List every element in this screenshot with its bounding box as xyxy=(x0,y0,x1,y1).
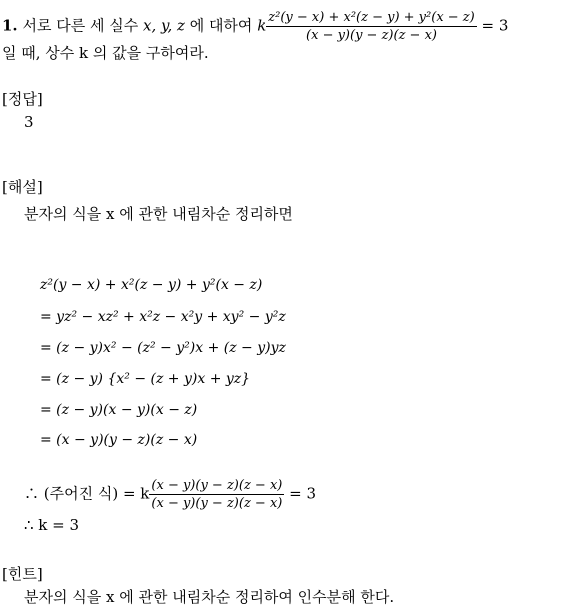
step-line: = (x − y)(y − z)(z − x) xyxy=(40,432,198,448)
hint-text: 분자의 식을 x 에 관한 내림차순 정리하여 인수분해 한다. xyxy=(24,588,395,606)
problem-text-after: 에 대하여 xyxy=(189,16,253,35)
problem-fraction-denominator: (x − y)(y − z)(z − x) xyxy=(306,28,437,43)
hint-heading: [힌트] xyxy=(2,565,43,583)
therefore-fraction-numerator: (x − y)(y − z)(z − x) xyxy=(151,478,283,493)
problem-fraction-numerator: z²(y − x) + x²(z − y) + y²(x − z) xyxy=(268,10,475,25)
step-line: = (z − y) {x² − (z + y)x + yz} xyxy=(40,371,251,387)
step-line: z²(y − x) + x²(z − y) + y²(x − z) xyxy=(40,277,263,293)
explanation-heading: [해설] xyxy=(2,178,43,196)
therefore-fraction-denominator: (x − y)(y − z)(z − x) xyxy=(151,496,283,511)
therefore-line-1 xyxy=(24,478,316,511)
problem-fraction xyxy=(266,10,476,43)
problem-line-1 xyxy=(2,10,508,43)
answer-value: 3 xyxy=(24,113,34,131)
therefore-result: = 3 xyxy=(289,484,317,503)
problem-k: k xyxy=(257,16,267,35)
problem-equals: = 3 xyxy=(481,16,509,35)
therefore-fraction xyxy=(149,478,284,511)
explanation-intro: 분자의 식을 x 에 관한 내림차순 정리하면 xyxy=(24,205,293,223)
problem-text: 서로 다른 세 실수 xyxy=(22,16,139,35)
step-line: = (z − y)x² − (z² − y²)x + (z − y)yz xyxy=(40,340,286,356)
therefore-line-2: ∴ k = 3 xyxy=(24,516,80,534)
therefore-prefix: ∴ (주어진 식) = k xyxy=(24,484,150,503)
problem-line-2: 일 때, 상수 k 의 값을 구하여라. xyxy=(2,44,209,62)
answer-heading: [정답] xyxy=(2,90,43,108)
problem-number: 1. xyxy=(2,16,18,35)
step-line: = yz² − xz² + x²z − x²y + xy² − y²z xyxy=(40,309,286,325)
problem-vars: x, y, z xyxy=(142,16,185,35)
step-line: = (z − y)(x − y)(x − z) xyxy=(40,402,198,418)
